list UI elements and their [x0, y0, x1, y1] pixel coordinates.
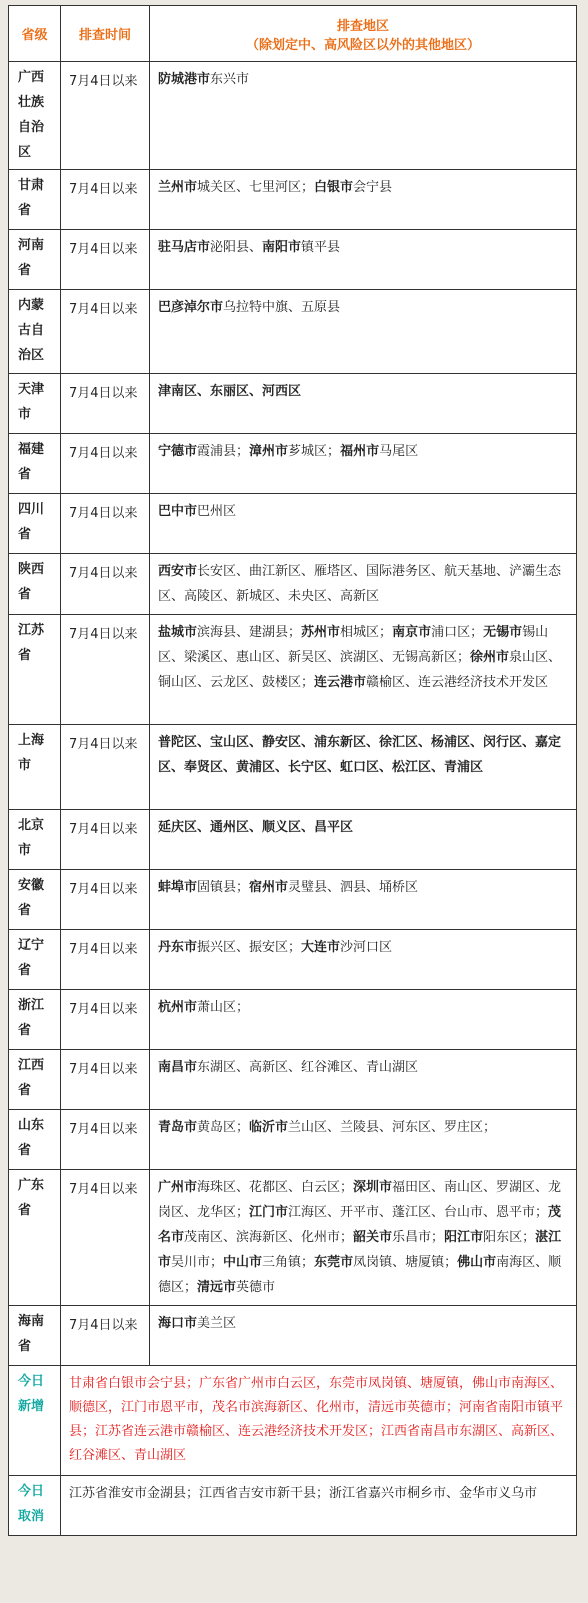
area-district: 海珠区、花都区、白云区； — [197, 1180, 354, 1195]
area-city: 大连市 — [301, 940, 341, 955]
area-district: 福田区、南山区、罗湖区、龙岗区、龙华区； — [158, 1180, 562, 1220]
area-cell — [150, 170, 577, 230]
area-district: 东湖区、高新区、红谷滩区、青山湖区 — [197, 1060, 419, 1075]
area-city: 宿州市 — [249, 880, 289, 895]
province-cell: 四川省 — [9, 494, 61, 554]
cancelled-label: 今日取消 — [9, 1476, 61, 1536]
province-cell: 河南省 — [9, 230, 61, 290]
area-cell — [150, 1170, 577, 1306]
added-text: 甘肃省白银市会宁县；广东省广州市白云区，东莞市凤岗镇、塘厦镇，佛山市南海区、顺德区，江门市恩平市，茂名市滨海新区、化州市，清远市英德市；河南省南阳市镇平县；江苏省连云港市赣榆区、连云港经济技术开发区；江西省南昌市东湖区、高新区、红谷滩区、青山湖区 — [61, 1366, 577, 1476]
area-district: 芗城区； — [288, 444, 341, 459]
area-city: 西安市 — [158, 564, 198, 579]
province-cell: 广西壮族自治区 — [9, 62, 61, 170]
area-district: 浦口区； — [431, 625, 484, 640]
area-district: 三角镇； — [262, 1255, 315, 1270]
time-cell: 7月4日以来 — [61, 1110, 150, 1170]
area-city: 盐城市 — [158, 625, 198, 640]
area-city: 宁德市 — [158, 444, 198, 459]
area-city: 蚌埠市 — [158, 880, 198, 895]
area-district: 美兰区 — [197, 1316, 237, 1331]
area-city: 白银市 — [314, 180, 354, 195]
time-cell: 7月4日以来 — [61, 1306, 150, 1366]
area-cell — [150, 1050, 577, 1110]
time-cell: 7月4日以来 — [61, 1050, 150, 1110]
table-row — [9, 290, 577, 374]
area-cell — [150, 290, 577, 374]
area-district: 泌阳县、 — [210, 240, 263, 255]
table-header-row — [9, 6, 577, 62]
table-row — [9, 1306, 577, 1366]
province-cell: 广东省 — [9, 1170, 61, 1306]
province-cell: 浙江省 — [9, 990, 61, 1050]
time-cell: 7月4日以来 — [61, 290, 150, 374]
area-city: 深圳市 — [353, 1180, 393, 1195]
screening-table — [8, 5, 577, 1536]
added-row — [9, 1366, 577, 1476]
area-city: 巴中市 — [158, 504, 198, 519]
area-cell — [150, 434, 577, 494]
area-district: 赣榆区、连云港经济技术开发区 — [366, 675, 549, 690]
area-city: 阳江市 — [444, 1230, 484, 1245]
province-cell: 江西省 — [9, 1050, 61, 1110]
header-area — [150, 6, 577, 62]
time-cell: 7月4日以来 — [61, 434, 150, 494]
area-cell — [150, 62, 577, 170]
area-district: 江海区、开平市、蓬江区、台山市、恩平市； — [288, 1205, 549, 1220]
area-city: 漳州市 — [249, 444, 289, 459]
area-district: 城关区、七里河区； — [197, 180, 315, 195]
area-cell — [150, 930, 577, 990]
area-district: 相城区； — [340, 625, 393, 640]
area-city: 东莞市 — [314, 1255, 354, 1270]
area-district: 霞浦县； — [197, 444, 250, 459]
area-city: 连云港市 — [314, 675, 367, 690]
time-cell: 7月4日以来 — [61, 374, 150, 434]
area-district: 东兴市 — [210, 72, 250, 87]
area-cell — [150, 1110, 577, 1170]
area-city: 湛江市 — [158, 1230, 562, 1270]
time-cell: 7月4日以来 — [61, 170, 150, 230]
area-cell — [150, 1306, 577, 1366]
province-cell: 江苏省 — [9, 615, 61, 725]
area-district: 凤岗镇、塘厦镇； — [353, 1255, 458, 1270]
table-row — [9, 1110, 577, 1170]
cancelled-row — [9, 1476, 577, 1536]
area-cell — [150, 990, 577, 1050]
area-city: 苏州市 — [301, 625, 341, 640]
area-district: 英德市 — [236, 1280, 276, 1295]
area-district: 萧山区； — [197, 1000, 250, 1015]
table-row — [9, 990, 577, 1050]
area-city: 海口市 — [158, 1316, 198, 1331]
time-cell: 7月4日以来 — [61, 230, 150, 290]
table-row — [9, 1050, 577, 1110]
table-body — [9, 62, 577, 1366]
area-cell — [150, 615, 577, 725]
province-cell: 天津市 — [9, 374, 61, 434]
time-cell: 7月4日以来 — [61, 554, 150, 615]
time-cell: 7月4日以来 — [61, 990, 150, 1050]
area-district: 沙河口区 — [340, 940, 393, 955]
area-cell — [150, 494, 577, 554]
province-cell: 甘肃省 — [9, 170, 61, 230]
area-cell — [150, 230, 577, 290]
header-area-subtitle: （除划定中、高风险区以外的其他地区） — [245, 37, 480, 53]
area-city: 延庆区、通州区、顺义区、昌平区 — [158, 820, 354, 835]
area-district: 振兴区、振安区； — [197, 940, 302, 955]
area-city: 中山市 — [223, 1255, 263, 1270]
area-district: 南海区、顺德区； — [158, 1255, 562, 1295]
province-cell: 上海市 — [9, 725, 61, 810]
area-city: 防城港市 — [158, 72, 211, 87]
time-cell: 7月4日以来 — [61, 930, 150, 990]
table-row — [9, 230, 577, 290]
area-city: 徐州市 — [470, 650, 510, 665]
area-city: 临沂市 — [249, 1120, 289, 1135]
province-cell: 内蒙古自治区 — [9, 290, 61, 374]
area-city: 南昌市 — [158, 1060, 198, 1075]
area-city: 清远市 — [197, 1280, 237, 1295]
area-district: 会宁县 — [353, 180, 393, 195]
area-city: 佛山市 — [457, 1255, 497, 1270]
table-row — [9, 62, 577, 170]
cancelled-text: 江苏省淮安市金湖县；江西省吉安市新干县；浙江省嘉兴市桐乡市、金华市义乌市 — [61, 1476, 577, 1536]
time-cell: 7月4日以来 — [61, 494, 150, 554]
time-cell: 7月4日以来 — [61, 725, 150, 810]
province-cell: 福建省 — [9, 434, 61, 494]
area-city: 茂名市 — [158, 1205, 562, 1245]
added-label: 今日新增 — [9, 1366, 61, 1476]
area-city: 南京市 — [392, 625, 432, 640]
area-city: 无锡市 — [483, 625, 523, 640]
area-district: 长安区、曲江新区、雁塔区、国际港务区、航天基地、浐灞生态区、高陵区、新城区、未央区、高新区 — [158, 564, 562, 604]
area-district: 固镇县； — [197, 880, 250, 895]
area-city: 丹东市 — [158, 940, 198, 955]
province-cell: 辽宁省 — [9, 930, 61, 990]
area-city: 福州市 — [340, 444, 380, 459]
area-district: 茂南区、滨海新区、化州市； — [184, 1230, 354, 1245]
time-cell: 7月4日以来 — [61, 1170, 150, 1306]
time-cell: 7月4日以来 — [61, 810, 150, 870]
area-district: 乐昌市； — [392, 1230, 445, 1245]
province-cell: 北京市 — [9, 810, 61, 870]
area-city: 韶关市 — [353, 1230, 393, 1245]
area-cell — [150, 725, 577, 810]
area-city: 津南区、东丽区、河西区 — [158, 384, 302, 399]
area-city: 驻马店市 — [158, 240, 211, 255]
area-district: 马尾区 — [379, 444, 419, 459]
table-row — [9, 434, 577, 494]
table-row — [9, 810, 577, 870]
area-cell — [150, 870, 577, 930]
time-cell: 7月4日以来 — [61, 62, 150, 170]
area-city: 广州市 — [158, 1180, 198, 1195]
table-row — [9, 374, 577, 434]
area-district: 锡山区、梁溪区、惠山区、新吴区、滨湖区、无锡高新区； — [158, 625, 549, 665]
area-district: 兰山区、兰陵县、河东区、罗庄区； — [288, 1120, 497, 1135]
area-district: 巴州区 — [197, 504, 237, 519]
area-city: 南阳市 — [262, 240, 302, 255]
area-city: 普陀区、宝山区、静安区、浦东新区、徐汇区、杨浦区、闵行区、嘉定区、奉贤区、黄浦区、长宁区、虹口区、松江区、青浦区 — [158, 735, 562, 775]
table-row — [9, 870, 577, 930]
area-district: 阳东区； — [483, 1230, 536, 1245]
table-row — [9, 554, 577, 615]
area-district: 黄岛区； — [197, 1120, 250, 1135]
header-province: 省级 — [9, 6, 61, 62]
province-cell: 陕西省 — [9, 554, 61, 615]
area-district: 乌拉特中旗、五原县 — [223, 300, 341, 315]
area-city: 青岛市 — [158, 1120, 198, 1135]
area-district: 镇平县 — [301, 240, 341, 255]
time-cell: 7月4日以来 — [61, 615, 150, 725]
table-row — [9, 170, 577, 230]
area-cell — [150, 374, 577, 434]
area-cell — [150, 554, 577, 615]
province-cell: 安徽省 — [9, 870, 61, 930]
province-cell: 海南省 — [9, 1306, 61, 1366]
table-row — [9, 1170, 577, 1306]
table-row — [9, 930, 577, 990]
area-city: 江门市 — [249, 1205, 289, 1220]
area-district: 泉山区、铜山区、云龙区、鼓楼区； — [158, 650, 562, 690]
area-city: 兰州市 — [158, 180, 198, 195]
area-cell — [150, 810, 577, 870]
area-district: 吴川市； — [171, 1255, 224, 1270]
table-row — [9, 725, 577, 810]
province-cell: 山东省 — [9, 1110, 61, 1170]
area-district: 灵璧县、泗县、埇桥区 — [288, 880, 419, 895]
table-row — [9, 494, 577, 554]
header-time: 排查时间 — [61, 6, 150, 62]
table-row — [9, 615, 577, 725]
time-cell: 7月4日以来 — [61, 870, 150, 930]
area-city: 杭州市 — [158, 1000, 198, 1015]
header-area-title: 排查地区 — [336, 18, 389, 34]
area-district: 滨海县、建湖县； — [197, 625, 302, 640]
area-city: 巴彦淖尔市 — [158, 300, 224, 315]
